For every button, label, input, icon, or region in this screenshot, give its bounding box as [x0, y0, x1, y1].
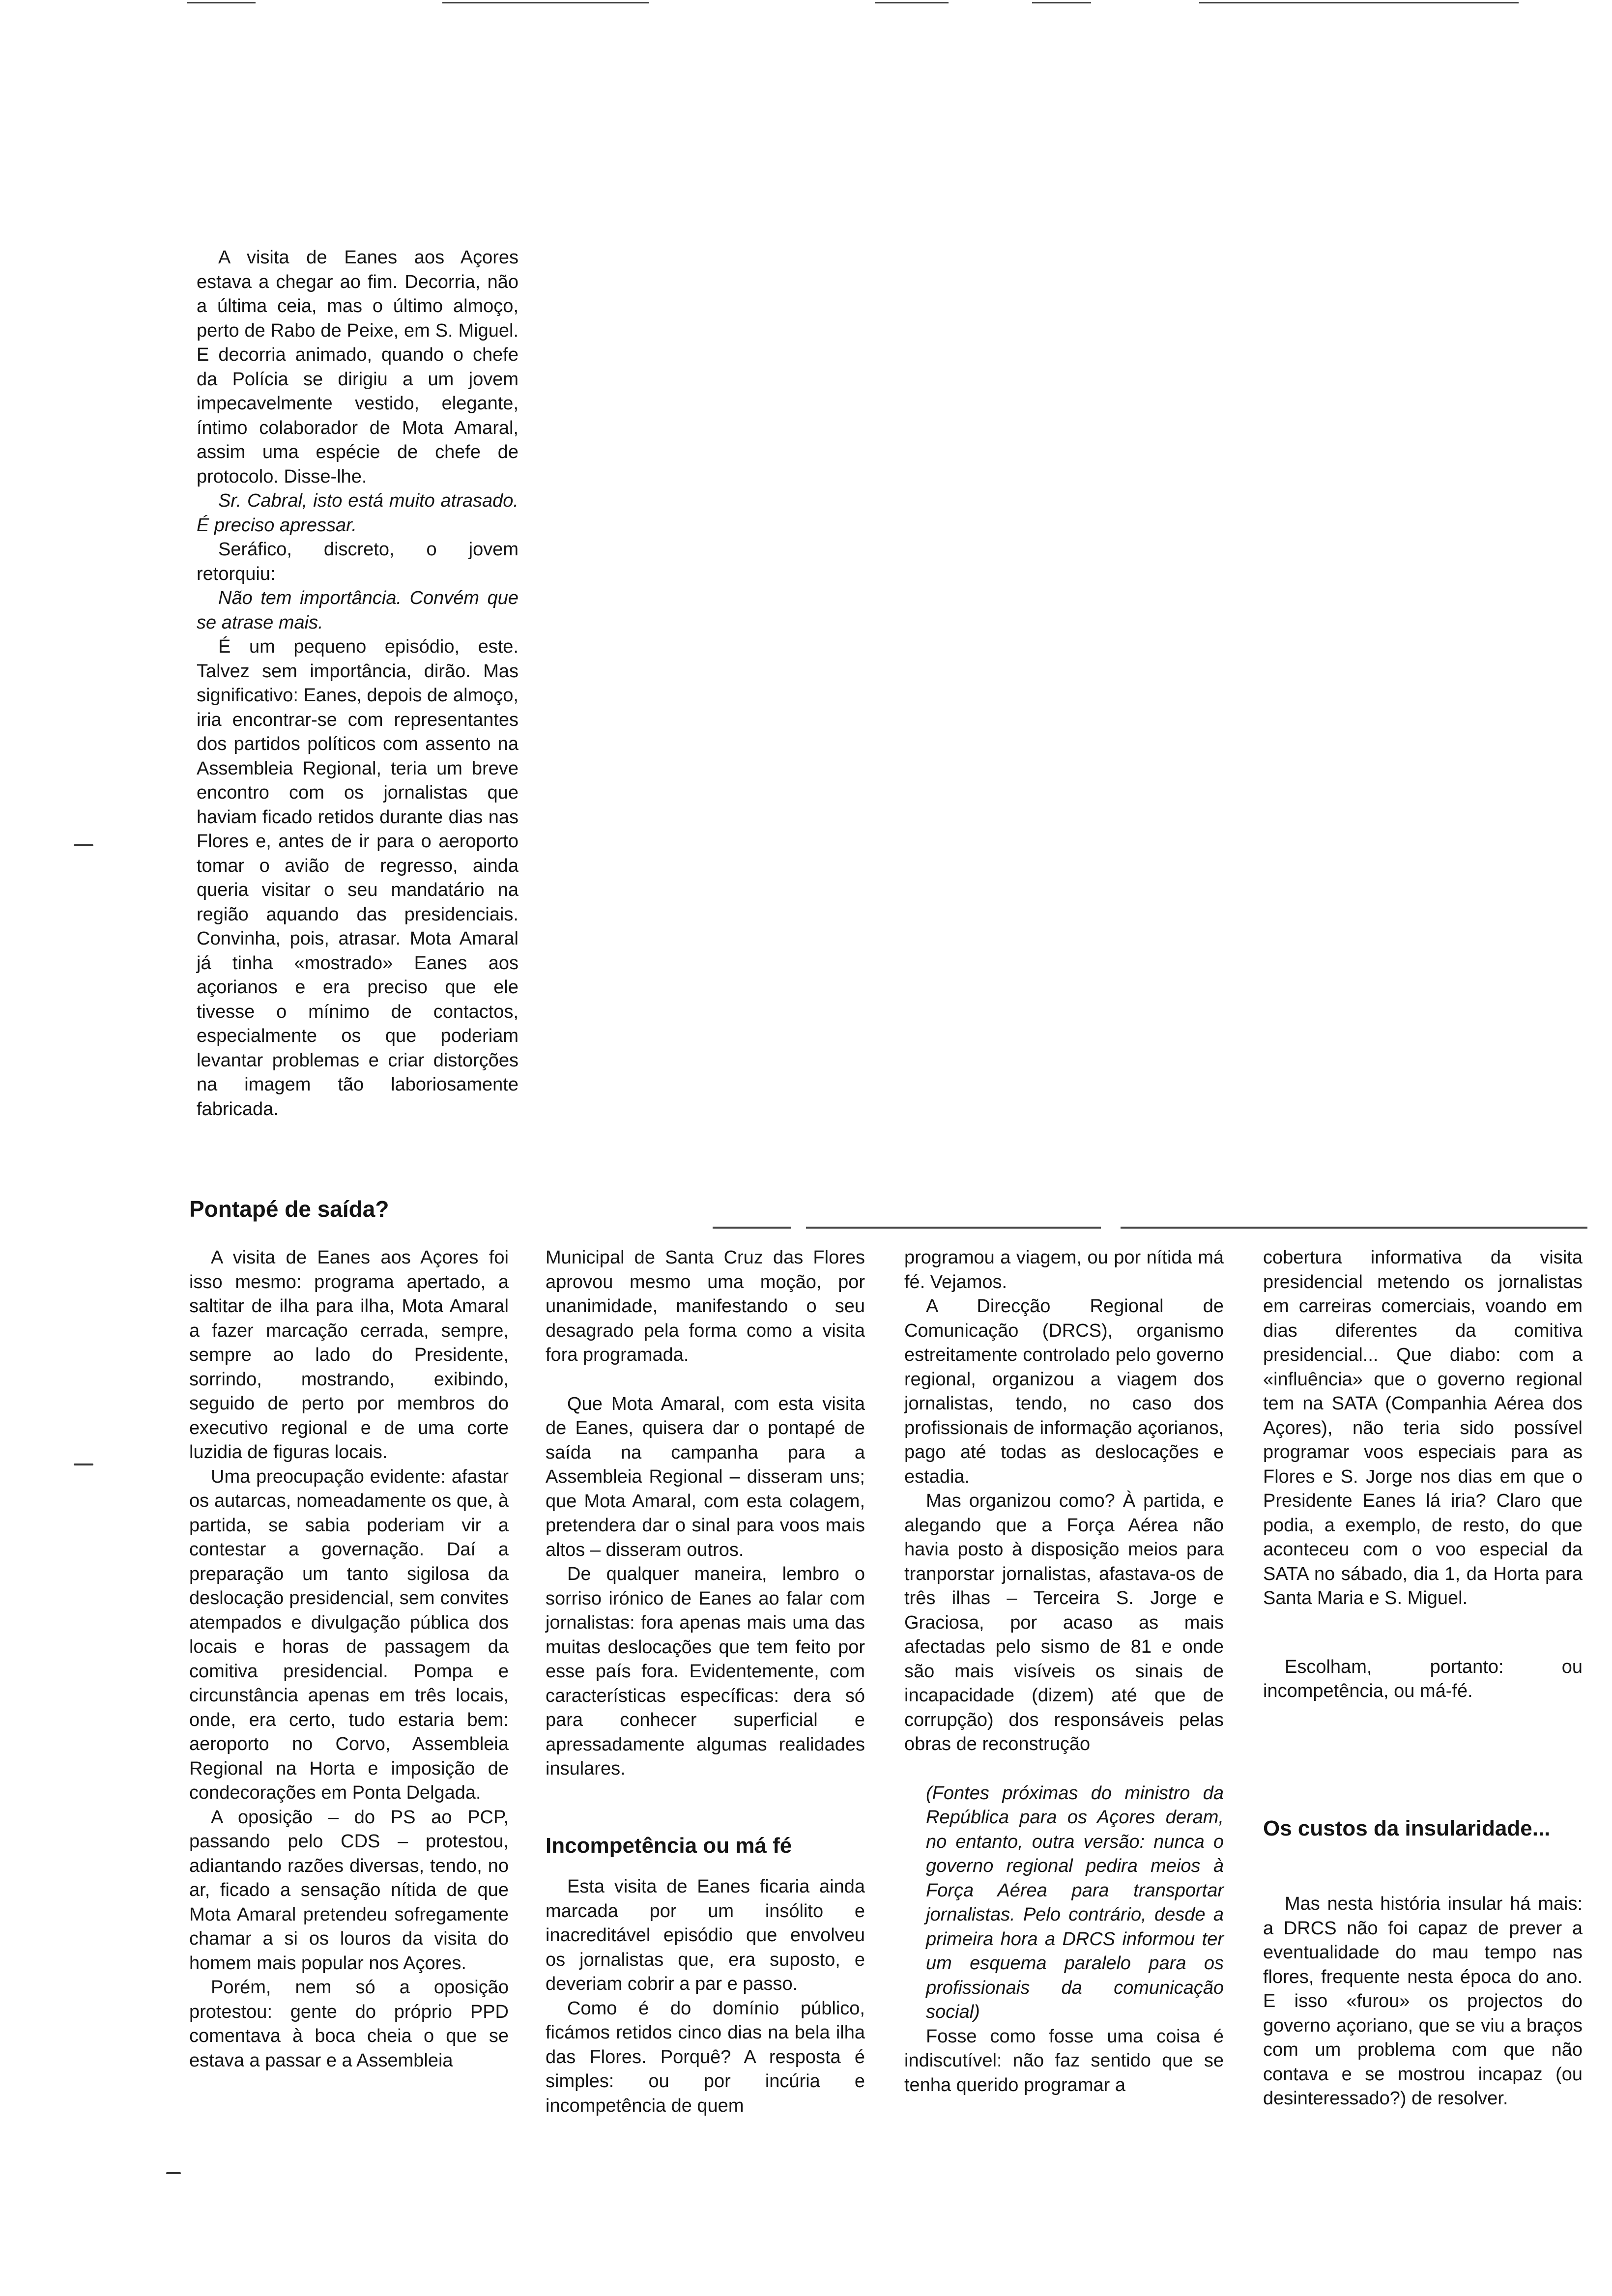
top-rule-5: [1199, 2, 1519, 3]
col3-paragraph-2: A Direcção Regional de Comunicação (DRCS), organismo estreitamente controlado pelo governo regional, organizou a viagem dos jornalistas, tendo, no caso dos profissionais de informação açorianos, pago até todas as deslocações e estadia.: [904, 1296, 1224, 1487]
col3-boxed-note: (Fontes próximas do ministro da República para os Açores deram, no entanto, outra versão: nunca o governo regional pedira meios à Força Aérea para transportar jornalistas. Pelo contrário, desde a primeira hora a DRCS informou ter um esquema paralelo para os profissionais da comunicação social): [926, 1782, 1224, 2022]
top-rule-3: [875, 2, 949, 3]
intro-paragraph-1: A visita de Eanes aos Açores estava a chegar ao fim. Decorria, não a última ceia, mas o último almoço, perto de Rabo de Peixe, em S. Miguel. E decorria animado, quando o chefe da Polícia se dirigiu a um jovem impecavelmente vestido, elegante, íntimo colaborador de Mota Amaral, assim uma espécie de chefe de protocolo. Disse-lhe.: [197, 247, 518, 487]
column-4: [1263, 1246, 1583, 1704]
col2b-paragraph-1: Esta visita de Eanes ficaria ainda marcada por um insólito e inacreditável episódio que envolveu os jornalistas que, era suposto, e deveriam cobrir a par e passo.: [546, 1876, 865, 1994]
column-1: [189, 1246, 509, 2073]
intro-paragraph-3: É um pequeno episódio, este. Talvez sem importância, dirão. Mas significativo: Eanes, depois de almoço, iria encontrar-se com representantes dos partidos políticos com assento na Assembleia Regional, teria um breve encontro com os jornalistas que haviam ficado retidos durante dias nas Flores e, antes de ir para o aeroporto tomar o avião de regresso, ainda queria visitar o seu mandatário na região aquando das presidenciais. Convinha, pois, atrasar. Mota Amaral já tinha «mostrado» Eanes aos açorianos e era preciso que ele tivesse o mínimo de contactos, especialmente os que poderiam levantar problemas e criar distorções na imagem tão laboriosamente fabricada.: [197, 636, 518, 1119]
col2b-paragraph-2: Como é do domínio público, ficámos retidos cinco dias na bela ilha das Flores. Porquê? A resposta é simples: ou por incúria e incompetência de quem: [546, 1998, 865, 2116]
top-rule-1: [187, 2, 256, 3]
margin-mark-2: [74, 1464, 93, 1465]
col3-paragraph-4: Fosse como fosse uma coisa é indiscutível: não faz sentido que se tenha querido programar a: [904, 2026, 1224, 2095]
col4-paragraph-1: cobertura informativa da visita presidencial metendo os jornalistas em carreiras comerciais, voando em dias diferentes da comitiva presidencial... Que diabo: com a «influência» que o governo regional tem na SATA (Companhia Aérea dos Açores), não teria sido possível programar voos especiais para as Flores e S. Jorge nos dias em que o Presidente Eanes lá iria? Claro que podia, a exemplo, de resto, do que aconteceu com o voo especial da SATA no sábado, dia 1, da Horta para Santa Maria e S. Miguel.: [1263, 1247, 1583, 1608]
top-rule-4: [1032, 2, 1091, 3]
margin-mark-1: [74, 844, 93, 846]
heading-pontape-de-saida: Pontapé de saída?: [189, 1196, 389, 1222]
intro-quote-1: Sr. Cabral, isto está muito atrasado. É preciso apressar.: [197, 490, 518, 536]
column-2: [546, 1246, 865, 1781]
heading-incompetencia-ou-ma-fe: Incompetência ou má fé: [546, 1834, 792, 1858]
col1-paragraph-2: Uma preocupação evidente: afastar os autarcas, nomeadamente os que, à partida, se sabia poderiam vir a contestar a governação. Daí a preparação um tanto sigilosa da deslocação presidencial, sem convites atempados e divulgação pública dos locais e horas de passagem da comitiva presidencial. Pompa e circunstância apenas em três locais, onde, era certo, tudo estaria bem: aeroporto no Corvo, Assembleia Regional na Horta e imposição de condecorações em Ponta Delgada.: [189, 1466, 509, 1803]
top-rule-2: [442, 2, 649, 3]
col4-conclusion: Escolham, portanto: ou incompetência, ou má-fé.: [1263, 1656, 1583, 1701]
col2-paragraph-1: Municipal de Santa Cruz das Flores aprovou mesmo uma moção, por unanimidade, manifestando o seu desagrado pela forma como a visita fora programada.: [546, 1247, 865, 1365]
section-rule-b: [806, 1227, 1101, 1229]
col4b-paragraph-1: Mas nesta história insular há mais: a DRCS não foi capaz de prever a eventualidade do mau tempo nas flores, frequente nesta época do ano. E isso «furou» os projectos do governo açoriano, que se viu a braços com um problema com que não contava e se mostrou incapaz (ou desinteressado?) de resolver.: [1263, 1894, 1583, 2109]
column-2b: [546, 1875, 865, 2118]
col1-paragraph-1: A visita de Eanes aos Açores foi isso mesmo: programa apertado, a saltitar de ilha para ilha, Mota Amaral a fazer marcação cerrada, sempre, sempre ao lado do Presidente, sorrindo, mostrando, exibindo, seguido de perto por membros do executivo regional e de uma corte luzidia de figuras locais.: [189, 1247, 509, 1463]
col2-paragraph-2: Que Mota Amaral, com esta visita de Eanes, quisera dar o pontapé de saída na campanha para a Assembleia Regional – disseram uns; que Mota Amaral, com esta colagem, pretendera dar o sinal para voos mais altos – disseram outros.: [546, 1393, 865, 1560]
col1-paragraph-4: Porém, nem só a oposição protestou: gente do próprio PPD comentava à boca cheia o que se estava a passar e a Assembleia: [189, 1977, 509, 2071]
intro-paragraph-2: Seráfico, discreto, o jovem retorquiu:: [197, 539, 518, 584]
column-3: [904, 1246, 1224, 2097]
col3-paragraph-1: programou a viagem, ou por nítida má fé. Vejamos.: [904, 1247, 1224, 1292]
column-4b: [1263, 1892, 1583, 2111]
col1-paragraph-3: A oposição – do PS ao PCP, passando pelo CDS – protestou, adiantando razões diversas, tendo, no ar, ficado a sensação nítida de que Mota Amaral pretendeu sofregamente chamar a si os louros da visita do homem mais popular nos Açores.: [189, 1807, 509, 1974]
section-rule-c: [1121, 1227, 1587, 1229]
heading-custos-da-insularidade: Os custos da insularidade...: [1263, 1816, 1551, 1840]
section-rule-a: [713, 1227, 791, 1229]
intro-quote-2: Não tem importância. Convém que se atrase mais.: [197, 588, 518, 633]
col2-paragraph-3: De qualquer maneira, lembro o sorriso irónico de Eanes ao falar com jornalistas: fora apenas mais uma das muitas deslocações que tem feito por esse país fora. Evidentemente, com características específicas: dera só para conhecer superficial e apressadamente algumas realidades insulares.: [546, 1564, 865, 1779]
col3-paragraph-3: Mas organizou como? À partida, e alegando que a Força Aérea não havia posto à disposição meios para tranporstar jornalistas, afastava-os de três ilhas – Terceira S. Jorge e Graciosa, por acaso as mais afectadas pelo sismo de 81 e onde são mais visíveis os sinais de incapacidade (dizem) até que de corrupção) dos responsáveis pelas obras de reconstrução: [904, 1491, 1224, 1754]
margin-mark-3: [166, 2172, 181, 2174]
intro-column: [197, 246, 518, 1121]
